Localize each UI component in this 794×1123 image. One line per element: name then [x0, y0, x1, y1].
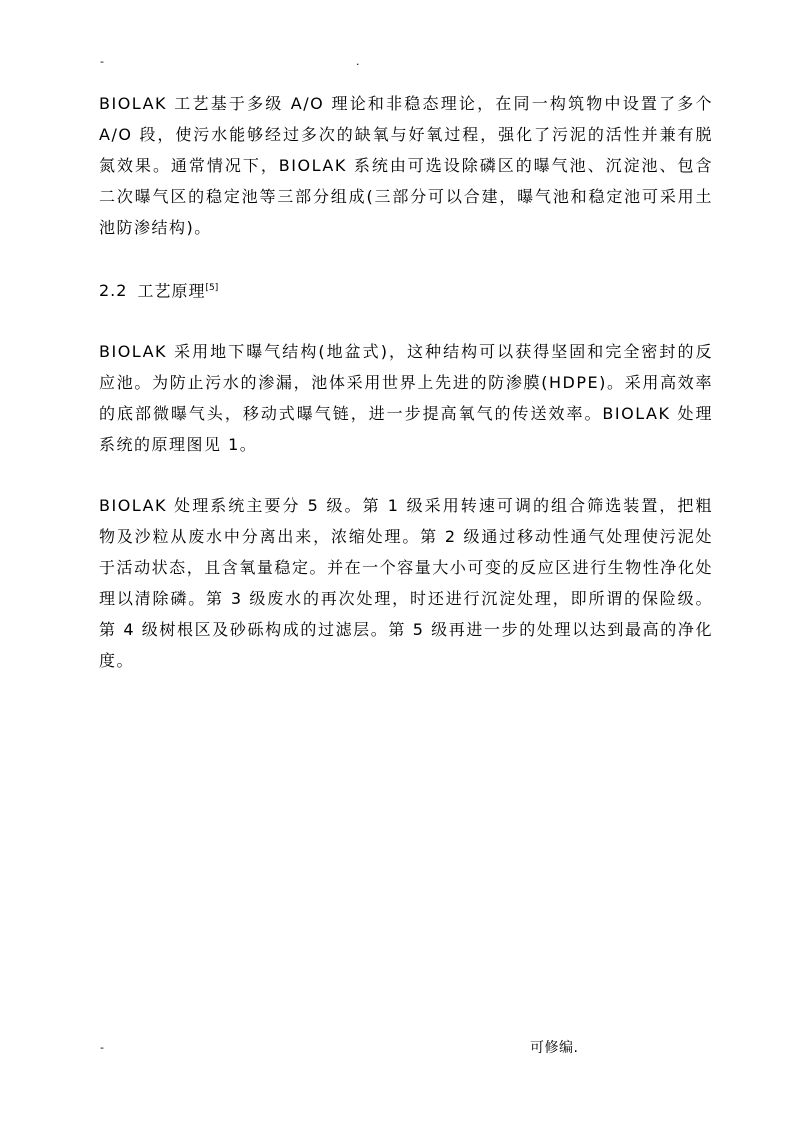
footer-editable-note: 可修编.	[530, 1040, 579, 1056]
section-title: 工艺原理	[137, 281, 206, 301]
section-number: 2.2	[99, 281, 128, 301]
section-heading	[99, 273, 713, 306]
intro-paragraph: BIOLAK 工艺基于多级 A/O 理论和非稳态理论，在同一构筑物中设置了多个 A/O 段，使污水能够经过多次的缺氧与好氧过程，强化了污泥的活性并兼有脱氮效果。通常情况下，BIOLAK 系统由可选设除磷区的曝气池、沉淀池、包含二次曝气区的稳定池等三部分组成(三部分可以合建，曝气池和稳定池可采用土池防渗结构)。	[99, 94, 713, 237]
citation-ref[interactable]: [5]	[205, 283, 219, 293]
header-dash: -	[100, 55, 104, 68]
stages-paragraph: BIOLAK 处理系统主要分 5 级。第 1 级采用转速可调的组合筛选装置，把粗物及沙粒从废水中分离出来，浓缩处理。第 2 级通过移动性通气处理使污泥处于活动状态，且含氧量稳定。并在一个容量大小可变的反应区进行生物性净化处理以清除磷。第 3 级废水的再次处理，时还进行沉淀处理，即所谓的保险级。第 4 级树根区及砂砾构成的过滤层。第 5 级再进一步的处理以达到最高的净化度。	[99, 496, 713, 671]
footer-dash: -	[100, 1041, 104, 1054]
header-dot: .	[356, 55, 360, 68]
principle-paragraph: BIOLAK 采用地下曝气结构(地盆式)，这种结构可以获得坚固和完全密封的反应池。为防止污水的渗漏，池体采用世界上先进的防渗膜(HDPE)。采用高效率的底部微曝气头，移动式曝气链，进一步提高氧气的传送效率。BIOLAK 处理系统的原理图见 1。	[99, 342, 713, 455]
document-body	[99, 88, 713, 706]
